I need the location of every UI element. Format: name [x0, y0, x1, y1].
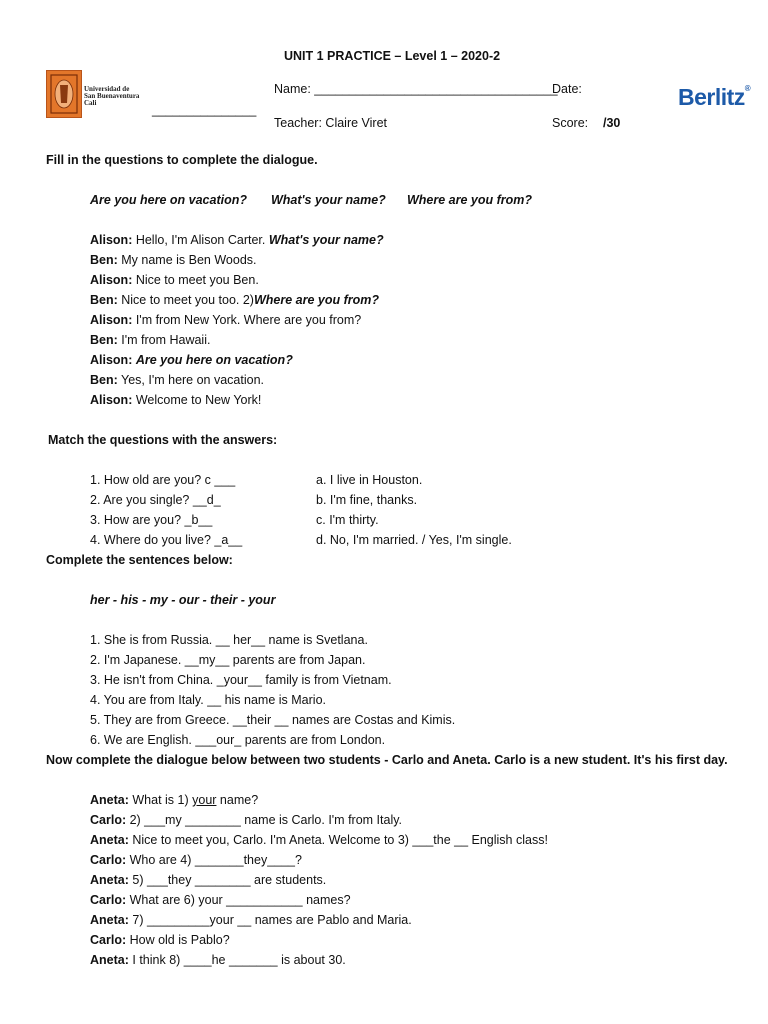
match-question: 2. Are you single? __d_	[90, 493, 221, 507]
score-value: /30	[603, 116, 621, 130]
match-answer: a. I live in Houston.	[316, 473, 423, 487]
blank-line: _______________	[152, 103, 257, 117]
match-answer: d. No, I'm married. / Yes, I'm single.	[316, 533, 512, 547]
dialogue1-line: Alison: Are you here on vacation?	[90, 353, 293, 367]
dialogue2-line: Carlo: Who are 4) _______they____?	[90, 853, 302, 867]
dialogue1-line: Ben: I'm from Hawaii.	[90, 333, 211, 347]
dialogue1-line: Alison: Hello, I'm Alison Carter. What's your name?	[90, 233, 384, 247]
option-vacation: Are you here on vacation?	[90, 193, 247, 207]
match-question: 1. How old are you? c ___	[90, 473, 236, 487]
dialogue2-line: Aneta: 5) ___they ________ are students.	[90, 873, 327, 887]
section3-instruction: Complete the sentences below:	[46, 553, 233, 567]
sentence-item: 4. You are from Italy. __ his name is Mario.	[90, 693, 326, 707]
sentence-item: 6. We are English. ___our_ parents are from London.	[90, 733, 386, 747]
dialogue2-line: Aneta: I think 8) ____he _______ is about 30.	[90, 953, 346, 967]
sentence-item: 3. He isn't from China. _your__ family is from Vietnam.	[90, 673, 392, 687]
match-question: 3. How are you? _b__	[90, 513, 213, 527]
section1-instruction: Fill in the questions to complete the dialogue.	[46, 153, 318, 167]
sentence-item: 1. She is from Russia. __ her__ name is Svetlana.	[90, 633, 368, 647]
option-from: Where are you from?	[407, 193, 533, 207]
sentence-item: 2. I'm Japanese. __my__ parents are from Japan.	[90, 653, 366, 667]
dialogue2-line: Carlo: 2) ___my ________ name is Carlo. I'm from Italy.	[90, 813, 403, 827]
dialogue2-line: Aneta: Nice to meet you, Carlo. I'm Aneta. Welcome to 3) ___the __ English class!	[90, 833, 548, 847]
date-label: Date:	[552, 82, 582, 96]
university-seal-logo	[46, 70, 82, 118]
dialogue1-line: Ben: My name is Ben Woods.	[90, 253, 257, 267]
dialogue1-line: Ben: Yes, I'm here on vacation.	[90, 373, 265, 387]
match-answer: c. I'm thirty.	[316, 513, 379, 527]
university-name-logo: Universidad de San Buenaventura Cali	[84, 85, 140, 107]
dialogue1-line: Alison: I'm from New York. Where are you from?	[90, 313, 362, 327]
page-title: UNIT 1 PRACTICE – Level 1 – 2020-2	[284, 49, 501, 63]
berlitz-logo: Berlitz®	[678, 84, 751, 110]
dialogue1-line: Alison: Nice to meet you Ben.	[90, 273, 259, 287]
name-field: Name: ___________________________________	[274, 82, 558, 96]
sentence-item: 5. They are from Greece. __their __ names are Costas and Kimis.	[90, 713, 456, 727]
dialogue1-line: Ben: Nice to meet you too. 2)Where are you from?	[90, 293, 379, 307]
section2-instruction: Match the questions with the answers:	[48, 433, 278, 447]
dialogue2-line: Aneta: 7) _________your __ names are Pablo and Maria.	[90, 913, 412, 927]
option-name: What's your name?	[271, 193, 386, 207]
match-answer: b. I'm fine, thanks.	[316, 493, 418, 507]
teacher-label: Teacher: Claire Viret	[274, 116, 388, 130]
dialogue2-line: Carlo: How old is Pablo?	[90, 933, 230, 947]
pronoun-options: her - his - my - our - their - your	[90, 593, 276, 607]
dialogue2-line: Carlo: What are 6) your ___________ names?	[90, 893, 351, 907]
dialogue2-line: Aneta: What is 1) your name?	[90, 793, 259, 807]
match-question: 4. Where do you live? _a__	[90, 533, 243, 547]
section4-instruction: Now complete the dialogue below between two students - Carlo and Aneta. Carlo is a new student. It's his first day.	[46, 753, 728, 767]
dialogue1-line: Alison: Welcome to New York!	[90, 393, 262, 407]
score-label: Score:	[552, 116, 589, 130]
